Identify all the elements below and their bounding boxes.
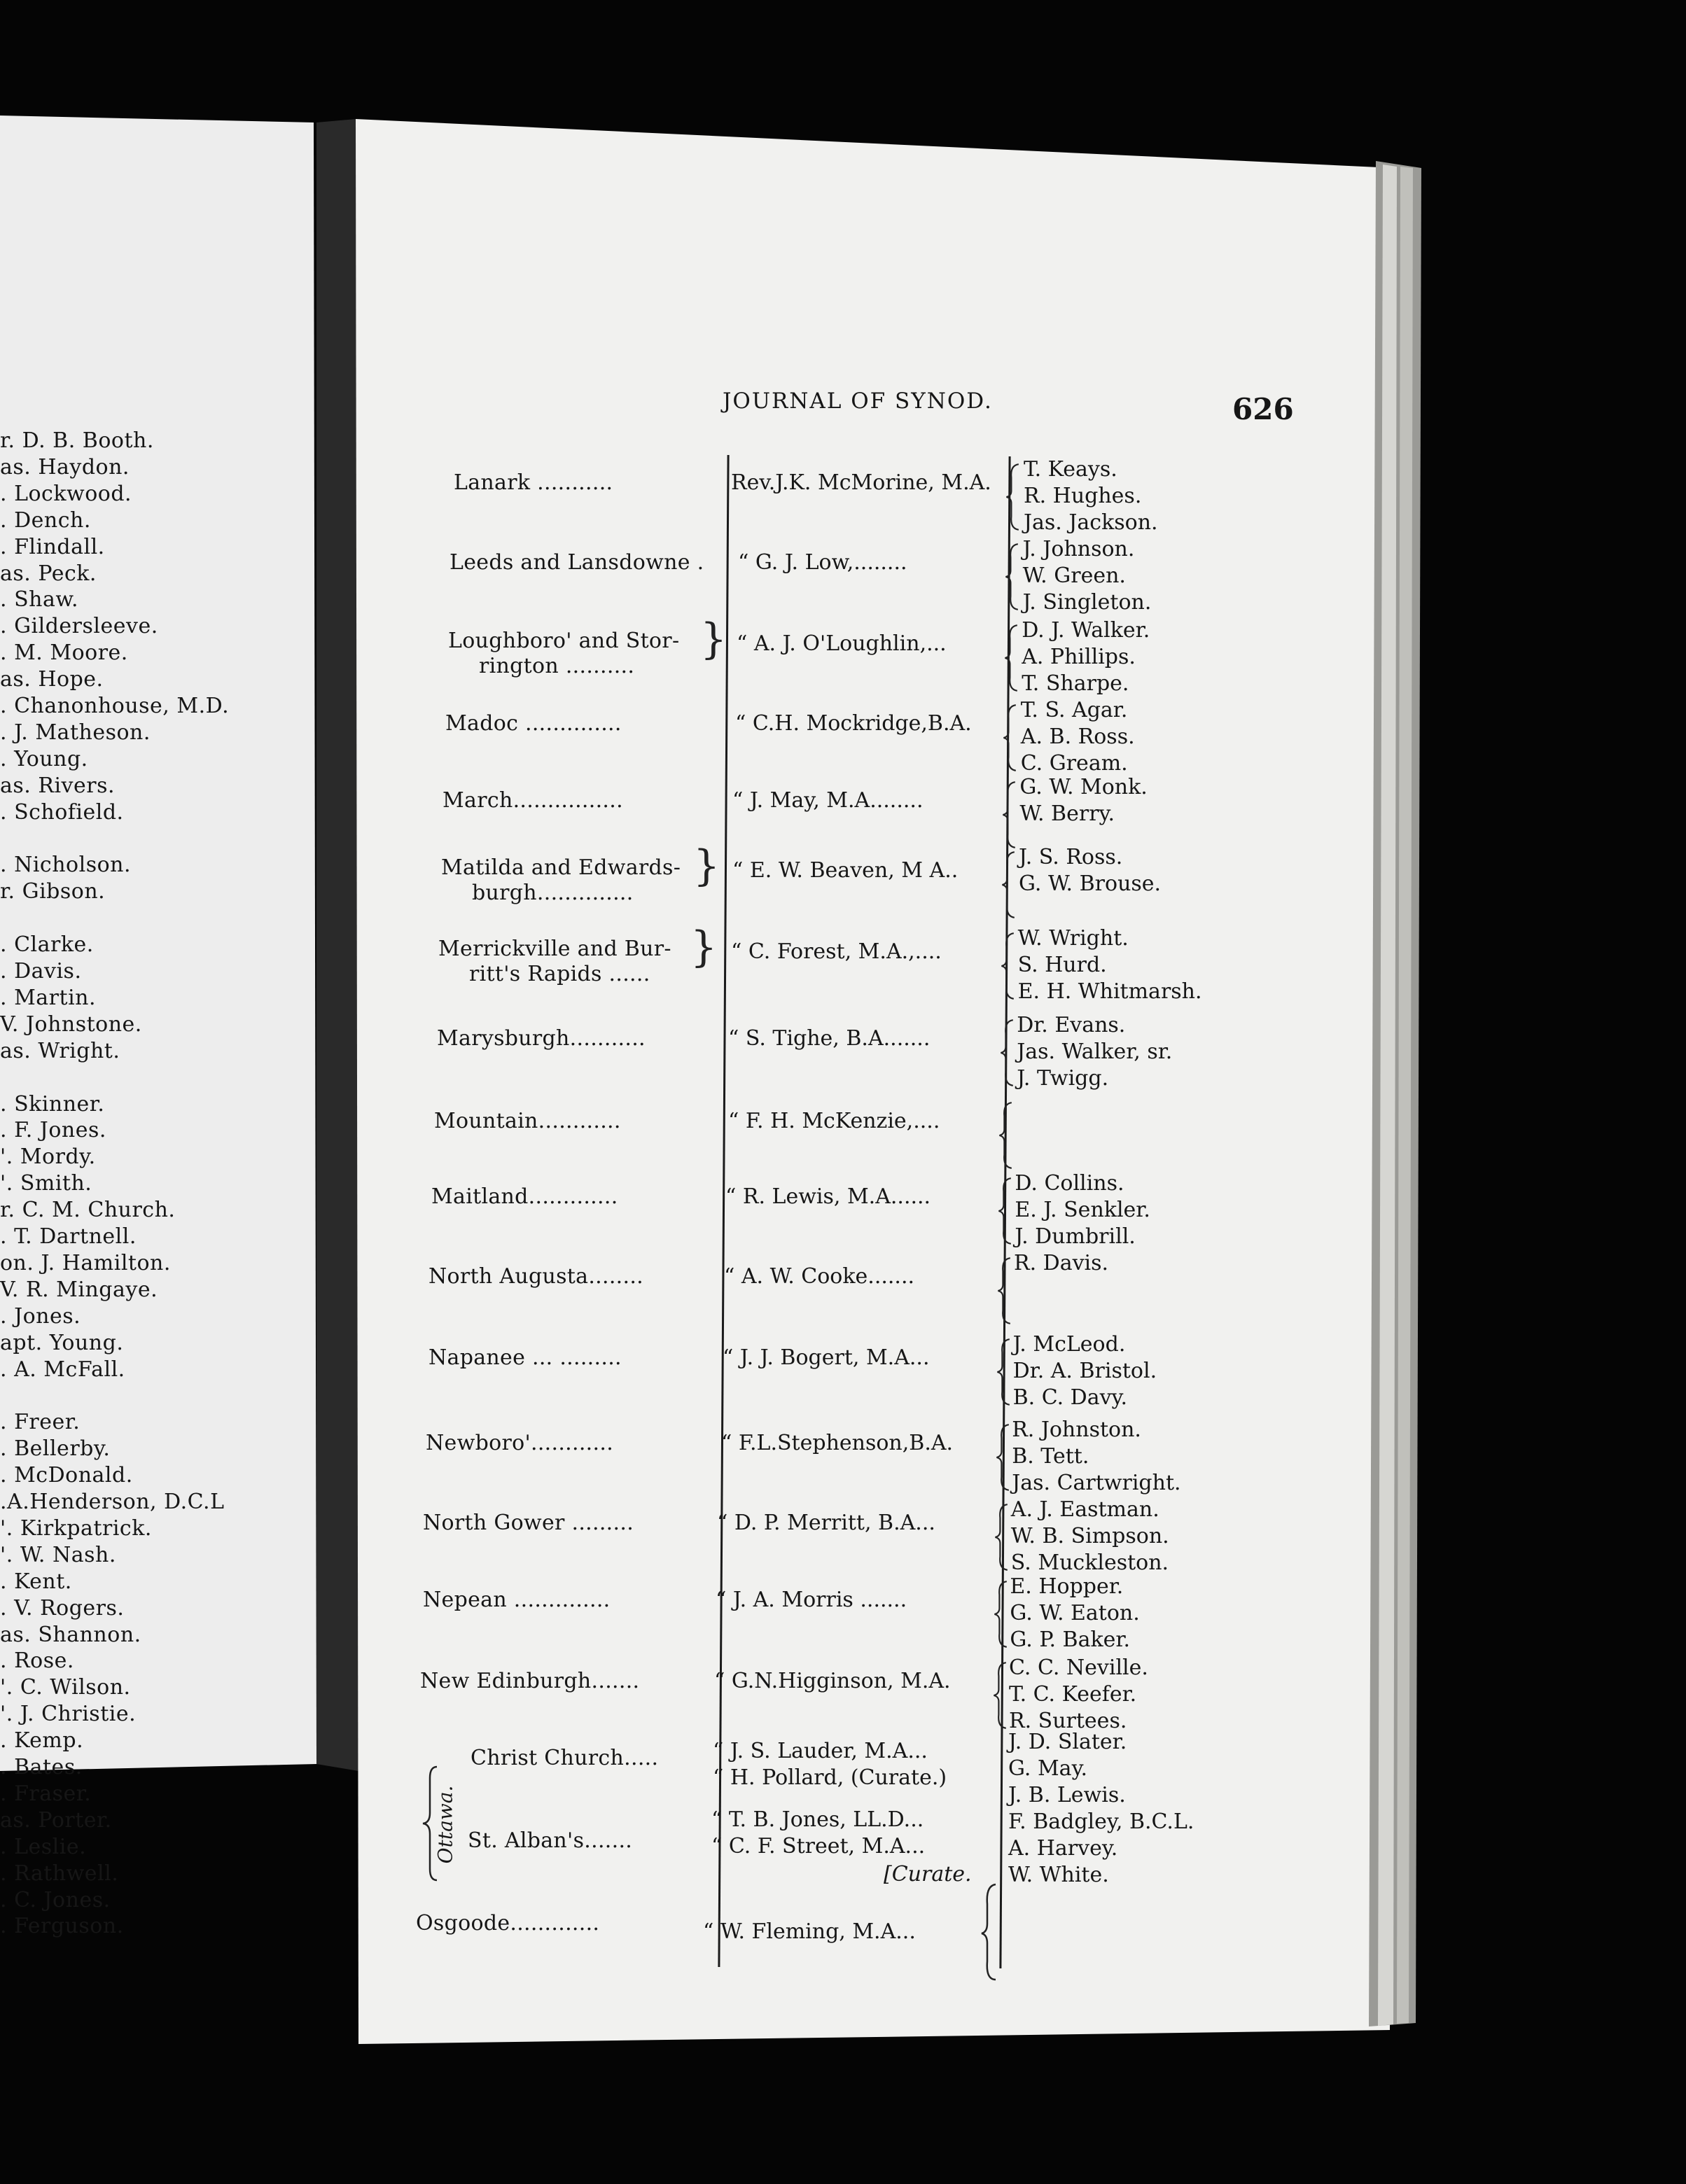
left-page-line: as. Porter. [0, 1807, 112, 1833]
delegate: C. Gream. [1020, 751, 1128, 776]
delegates-list [1018, 925, 1202, 1005]
delegate: A. J. Eastman. [1010, 1497, 1159, 1522]
left-page-line: . Chanonhouse, M.D. [0, 694, 230, 718]
left-page-line: V. Johnstone. [0, 1011, 142, 1037]
delegate-brace [999, 927, 1017, 1005]
left-page-line: . Schofield. [0, 799, 124, 825]
left-page-line: . McDonald. [0, 1463, 133, 1488]
left-page-line: apt. Young. [0, 1330, 124, 1355]
clergy-name: “ R. Lewis, M.A...... [725, 1184, 931, 1209]
delegate: Dr. Evans. [1017, 1013, 1126, 1037]
left-page-line: . Leslie. [0, 1834, 87, 1859]
parish-name: Matilda and Edwards- [441, 855, 681, 880]
delegate: Dr. A. Bristol. [1012, 1359, 1157, 1383]
delegate-brace [997, 1096, 1015, 1175]
left-page-line: . Kent. [0, 1569, 72, 1594]
clergy-st-albans-3: [Curate. [884, 1862, 972, 1886]
parish-name: rington .......... [479, 654, 635, 678]
parish-name: Napanee ... ......... [429, 1345, 622, 1370]
left-page-line: '. Mordy. [0, 1144, 96, 1170]
delegates-list [1011, 1497, 1169, 1576]
clergy-name: “ G.N.Higginson, M.A. [714, 1669, 951, 1693]
left-page-line: . Rathwell. [0, 1861, 119, 1886]
delegate-brace [991, 1656, 1010, 1735]
delegate: B. Tett. [1012, 1444, 1089, 1469]
left-page-line: . Young. [0, 746, 88, 771]
delegate: J. Singleton. [1022, 590, 1152, 615]
parish-name: North Augusta........ [429, 1264, 644, 1289]
left-page-line: V. R. Mingaye. [0, 1277, 158, 1302]
delegate: B. C. Davy. [1012, 1385, 1128, 1410]
parish-name: Loughboro' and Stor- [448, 629, 680, 653]
left-page-line: . A. McFall. [0, 1357, 125, 1382]
left-page-line: as. Peck. [0, 561, 97, 586]
delegate: T. S. Agar. [1020, 698, 1128, 722]
parish-name: Nepean .............. [423, 1588, 611, 1612]
delegates-list [1014, 1250, 1108, 1277]
delegates-list [1023, 536, 1152, 616]
left-page-line: as. Hope. [0, 667, 104, 692]
delegate: G. W. Eaton. [1010, 1601, 1140, 1625]
delegate: J. B. Lewis. [1008, 1783, 1126, 1807]
delegate: A. B. Ross. [1020, 724, 1135, 749]
parish-name: Merrickville and Bur- [438, 937, 671, 961]
clergy-name: Rev.J.K. McMorine, M.A. [731, 470, 991, 495]
delegates-list [1012, 1417, 1180, 1497]
delegates-list [1021, 697, 1135, 777]
delegates-list [1013, 1331, 1157, 1411]
left-page-line: '. C. Wilson. [0, 1675, 131, 1700]
delegate: W. Green. [1022, 564, 1126, 588]
delegate: T. Keays. [1024, 457, 1117, 482]
delegates-list [1017, 1012, 1172, 1092]
left-page-line: . Davis. [0, 959, 82, 983]
delegates-list [1010, 1574, 1139, 1653]
delegate: R. Johnston. [1012, 1418, 1141, 1442]
clergy-name: “ E. W. Beaven, M A.. [732, 858, 959, 883]
delegate: E. Hopper. [1010, 1574, 1124, 1599]
left-page-line: . F. Jones. [0, 1118, 106, 1143]
clergy-st-albans-2: “ C. F. Street, M.A... [711, 1834, 926, 1858]
delegate-brace [1004, 458, 1022, 536]
left-page-line: . V. Rogers. [0, 1595, 125, 1620]
clergy-name: “ S. Tighe, B.A....... [728, 1026, 931, 1051]
delegates-list [1019, 774, 1147, 827]
parish-name: Maitland............. [431, 1184, 618, 1209]
clergy-name: “ C.H. Mockridge,B.A. [735, 711, 972, 736]
left-page-line: . Shaw. [0, 587, 78, 612]
delegate-brace [1003, 619, 1021, 697]
left-page-line: . Ferguson. [0, 1914, 124, 1939]
delegates-list [1019, 844, 1161, 897]
delegate: W. White. [1008, 1863, 1109, 1887]
delegates-list [1024, 456, 1158, 536]
parish-brace: } [690, 923, 718, 972]
left-page-line: r. D. B. Booth. [0, 428, 154, 453]
left-page-line: . M. Moore. [0, 640, 128, 666]
left-page-line: . J. Matheson. [0, 720, 151, 745]
clergy-name: “ D. P. Merritt, B.A... [717, 1511, 935, 1535]
parish-st-albans: St. Alban's....... [468, 1828, 633, 1853]
parish-name: Marysburgh........... [437, 1026, 646, 1051]
delegate: Jas. Walker, sr. [1017, 1040, 1173, 1064]
delegate: J. McLeod. [1012, 1332, 1126, 1357]
delegate: A. Harvey. [1008, 1836, 1118, 1861]
left-page-line: . Skinner. [0, 1091, 105, 1116]
delegate: J. Twigg. [1017, 1066, 1109, 1091]
delegate: D. Collins. [1015, 1171, 1124, 1196]
delegate: F. Badgley, B.C.L. [1008, 1809, 1194, 1834]
left-page-line: . Dench. [0, 507, 91, 533]
left-page-line: as. Wright. [0, 1038, 120, 1063]
page-number: 626 [1232, 392, 1294, 426]
left-page-line: . Kemp. [0, 1728, 84, 1754]
ottawa-delegates [1008, 1729, 1194, 1889]
clergy-osgoode: “ W. Fleming, M.A... [703, 1919, 916, 1944]
clergy-name: “ A. W. Cooke....... [724, 1264, 915, 1289]
left-page-line: . T. Dartnell. [0, 1224, 137, 1249]
delegates-list [1015, 1170, 1150, 1250]
delegate: J. D. Slater. [1008, 1730, 1127, 1754]
delegates-list [1009, 1655, 1148, 1735]
delegate: R. Surtees. [1009, 1709, 1127, 1733]
delegate: S. Hurd. [1017, 953, 1107, 977]
clergy-name: “ F. H. McKenzie,.... [728, 1109, 940, 1133]
delegate-brace [996, 1252, 1014, 1330]
delegate: D. J. Walker. [1022, 618, 1150, 643]
delegate: W. Wright. [1017, 926, 1129, 951]
clergy-st-albans-1: “ T. B. Jones, LL.D... [711, 1807, 924, 1832]
delegate-brace [1003, 538, 1022, 616]
clergy-name: “ A. J. O'Loughlin,... [737, 631, 947, 656]
parish-name: Madoc .............. [445, 711, 622, 736]
left-page-line: . Jones. [0, 1303, 81, 1329]
parish-brace: } [700, 615, 727, 664]
delegate-brace [1001, 776, 1019, 854]
delegate: C. C. Neville. [1009, 1656, 1148, 1680]
delegate: R. Davis. [1014, 1251, 1109, 1275]
left-page-line: '. W. Nash. [0, 1542, 116, 1567]
delegate: G. May. [1008, 1756, 1088, 1781]
left-page-line: r. C. M. Church. [0, 1198, 176, 1223]
left-page-line: r. Gibson. [0, 879, 106, 904]
running-head: JOURNAL OF SYNOD. [723, 388, 993, 414]
left-page-line: . Flindall. [0, 534, 105, 559]
left-page-line: . Clarke. [0, 932, 94, 958]
delegate-brace [995, 1333, 1013, 1411]
left-page-line: on. J. Hamilton. [0, 1250, 171, 1275]
delegate: G. P. Baker. [1010, 1628, 1130, 1652]
delegate: T. C. Keefer. [1009, 1682, 1137, 1707]
left-page-line: '. Kirkpatrick. [0, 1516, 152, 1541]
clergy-name: “ F.L.Stephenson,B.A. [721, 1431, 954, 1455]
left-page-line: . Bates. [0, 1755, 83, 1779]
delegate: A. Phillips. [1022, 645, 1136, 669]
delegate: W. B. Simpson. [1010, 1524, 1169, 1548]
parish-name: North Gower ......... [423, 1511, 634, 1535]
clergy-name: “ J. May, M.A........ [732, 788, 924, 813]
parish-osgoode: Osgoode............. [416, 1911, 600, 1935]
left-page-line: '. Smith. [0, 1171, 92, 1196]
delegates-list [1022, 617, 1150, 697]
delegate-brace [994, 1418, 1012, 1497]
left-page-line: . Gildersleeve. [0, 614, 158, 639]
parish-name: burgh.............. [472, 881, 634, 905]
left-page-line: . Nicholson. [0, 853, 132, 878]
left-page-line: . Freer. [0, 1410, 81, 1435]
left-page-line: . Rose. [0, 1648, 74, 1674]
left-page-line: . Fraser. [0, 1781, 92, 1806]
delegate-brace [993, 1498, 1011, 1576]
delegate-brace [992, 1575, 1010, 1653]
parish-name: ritt's Rapids ...... [469, 962, 650, 986]
delegate: J. S. Ross. [1019, 845, 1123, 869]
delegate: J. Dumbrill. [1015, 1224, 1136, 1249]
clergy-name: “ J. A. Morris ....... [716, 1588, 907, 1612]
ottawa-label: Ottawa. [433, 1785, 457, 1864]
delegate: G. W. Monk. [1019, 775, 1148, 799]
delegate: E. H. Whitmarsh. [1017, 979, 1202, 1004]
brace-osgoode [979, 1883, 1000, 1981]
left-page-line: . C. Jones. [0, 1887, 111, 1912]
left-page-line: as. Rivers. [0, 773, 116, 798]
delegate: T. Sharpe. [1022, 671, 1129, 696]
parish-name: Leeds and Lansdowne . [450, 550, 704, 575]
parish-name: March................ [443, 788, 623, 813]
left-page-line: . Lockwood. [0, 481, 132, 506]
left-page-line: as. Shannon. [0, 1622, 141, 1647]
delegate: Jas. Jackson. [1024, 510, 1158, 535]
left-page-line: . Bellerby. [0, 1436, 111, 1462]
clergy-name: “ G. J. Low,........ [738, 550, 907, 575]
delegate: S. Muckleston. [1010, 1550, 1169, 1575]
clergy-christ-church-1: “ J. S. Lauder, M.A... [713, 1739, 928, 1763]
delegate: W. Berry. [1019, 802, 1115, 826]
parish-name: Lanark ........... [454, 470, 613, 495]
delegate: J. Johnson. [1022, 537, 1135, 561]
delegate: R. Hughes. [1024, 484, 1142, 508]
clergy-christ-church-2: “ H. Pollard, (Curate.) [713, 1765, 947, 1790]
delegate-brace [1001, 699, 1019, 777]
left-page-line: as. Haydon. [0, 454, 130, 479]
delegate: Jas. Cartwright. [1012, 1471, 1181, 1495]
left-page-line: .A.Henderson, D.C.L [0, 1490, 225, 1514]
delegate-brace [998, 1014, 1017, 1092]
delegate: G. W. Brouse. [1019, 872, 1162, 896]
left-page-line: . Martin. [0, 985, 97, 1010]
parish-name: Newboro'............ [426, 1431, 614, 1455]
clergy-name: “ C. Forest, M.A.,.... [731, 939, 942, 964]
parish-brace: } [693, 841, 720, 890]
parish-name: New Edinburgh....... [420, 1669, 640, 1693]
delegate-brace [996, 1172, 1015, 1250]
parish-name: Mountain............ [434, 1109, 621, 1133]
parish-christ-church: Christ Church..... [471, 1746, 659, 1770]
delegate-brace [1000, 846, 1018, 924]
delegate: E. J. Senkler. [1015, 1198, 1150, 1222]
clergy-name: “ J. J. Bogert, M.A... [723, 1345, 930, 1370]
left-page-line: '. J. Christie. [0, 1702, 137, 1727]
